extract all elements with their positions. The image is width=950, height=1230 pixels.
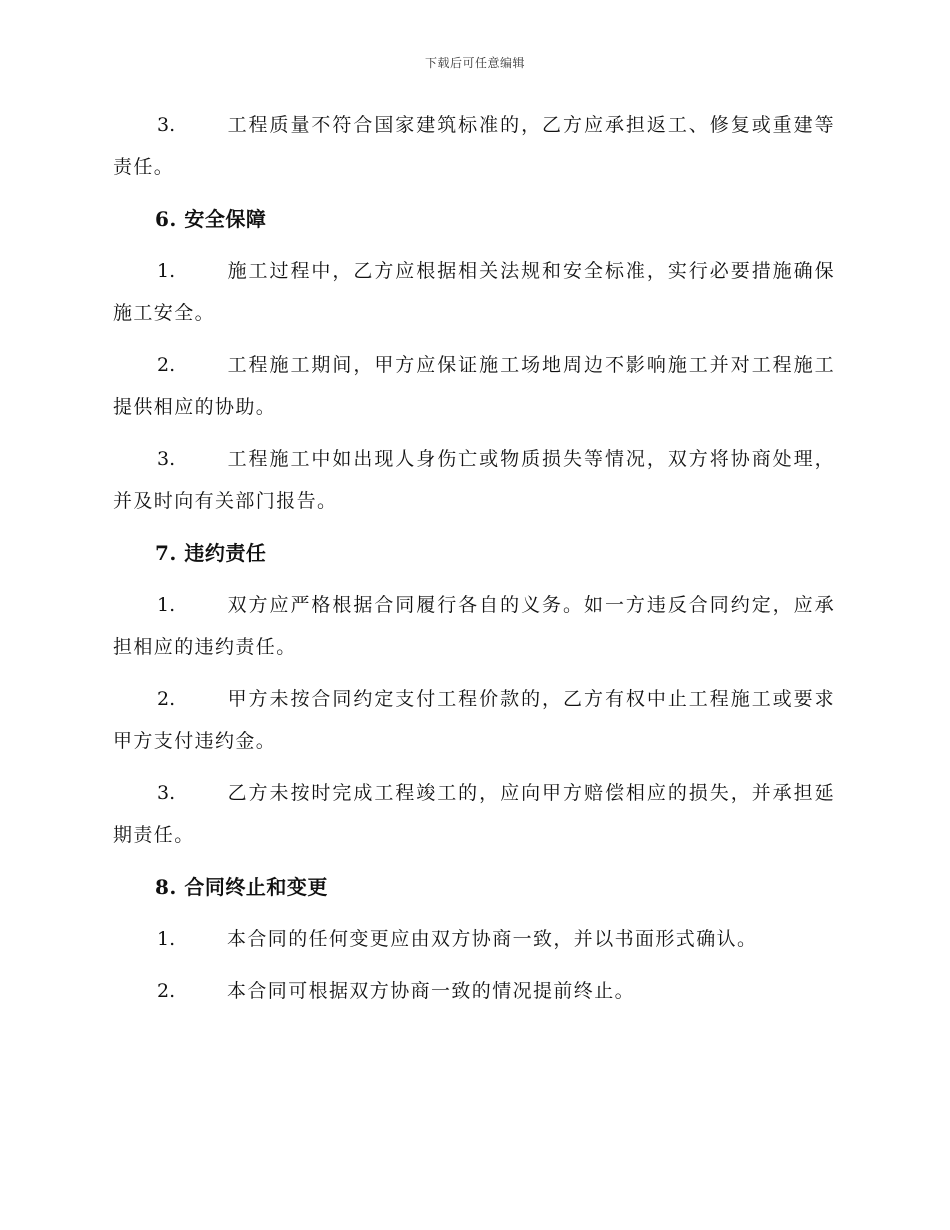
clause-number: 2. xyxy=(157,688,176,710)
clause-item xyxy=(113,250,835,334)
clause-text: 乙方未按时完成工程竣工的，应向甲方赔偿相应的损失，并承担延期责任。 xyxy=(113,782,835,846)
document-body xyxy=(113,104,835,1022)
clause-item xyxy=(113,344,835,428)
clause-number: 2. xyxy=(157,354,176,376)
clause-item xyxy=(113,970,835,1012)
page-header: 下载后可任意编辑 xyxy=(424,56,525,70)
clause-text: 甲方未按合同约定支付工程价款的，乙方有权中止工程施工或要求甲方支付违约金。 xyxy=(113,688,835,752)
clause-item xyxy=(113,772,835,856)
clause-number: 3. xyxy=(157,782,176,804)
clause-number: 1. xyxy=(157,928,176,950)
clause-text: 工程质量不符合国家建筑标准的，乙方应承担返工、修复或重建等责任。 xyxy=(113,114,835,178)
clause-text: 施工过程中，乙方应根据相关法规和安全标准，实行必要措施确保施工安全。 xyxy=(113,260,835,324)
clause-item xyxy=(113,438,835,522)
clause-number: 3. xyxy=(157,114,176,136)
clause-item xyxy=(113,584,835,668)
clause-item xyxy=(113,918,835,960)
clause-number: 2. xyxy=(157,980,176,1002)
clause-text: 双方应严格根据合同履行各自的义务。如一方违反合同约定，应承担相应的违约责任。 xyxy=(113,594,835,658)
clause-text: 本合同可根据双方协商一致的情况提前终止。 xyxy=(227,980,636,1002)
clause-item xyxy=(113,678,835,762)
clause-number: 1. xyxy=(157,594,176,616)
section-heading: 7. 违约责任 xyxy=(155,541,267,565)
clause-text: 工程施工期间，甲方应保证施工场地周边不影响施工并对工程施工提供相应的协助。 xyxy=(113,354,835,418)
clause-text: 本合同的任何变更应由双方协商一致，并以书面形式确认。 xyxy=(227,928,758,950)
clause-text: 工程施工中如出现人身伤亡或物质损失等情况，双方将协商处理，并及时向有关部门报告。 xyxy=(113,448,835,512)
clause-number: 3. xyxy=(157,448,176,470)
clause-number: 1. xyxy=(157,260,176,282)
section-heading: 6. 安全保障 xyxy=(155,207,267,231)
section-heading: 8. 合同终止和变更 xyxy=(155,875,328,899)
clause-item xyxy=(113,104,835,188)
